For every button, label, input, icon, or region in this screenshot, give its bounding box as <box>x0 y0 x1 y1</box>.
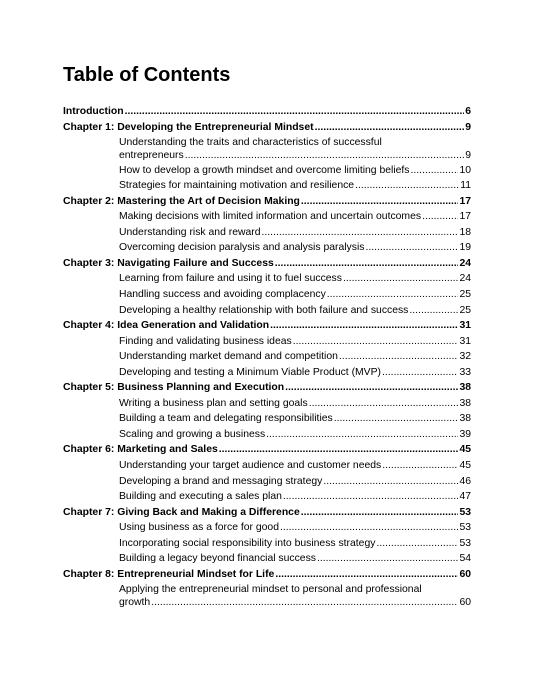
toc-entry-label: Understanding market demand and competition <box>119 351 338 363</box>
toc-entry-label: Chapter 5: Business Planning and Execution <box>63 382 285 394</box>
dot-leader <box>343 271 458 287</box>
dot-leader <box>293 334 459 350</box>
dot-leader <box>309 396 459 412</box>
toc-page-number: 17 <box>459 195 471 207</box>
toc-section-entry[interactable] <box>119 489 471 505</box>
toc-page-number: 39 <box>459 428 471 440</box>
dot-leader <box>411 163 459 179</box>
toc-chapter-entry[interactable] <box>63 194 471 210</box>
dot-leader <box>301 505 459 521</box>
toc-entry-label: Chapter 3: Navigating Failure and Success <box>63 257 274 269</box>
toc-section-entry[interactable] <box>119 287 471 303</box>
toc-section-entry[interactable] <box>119 349 471 365</box>
toc-page-number: 6 <box>465 106 471 117</box>
toc-entry-label: Learning from failure and using it to fuel success <box>119 273 342 285</box>
dot-leader <box>280 520 458 536</box>
toc-section-entry[interactable] <box>119 209 471 225</box>
toc-entry-label: Understanding risk and reward <box>119 226 261 238</box>
toc-entry-label: Introduction <box>63 106 124 117</box>
dot-leader <box>125 104 465 120</box>
toc-entry-label: Understanding your target audience and customer needs <box>119 459 382 471</box>
toc-entry-label: Chapter 6: Marketing and Sales <box>63 444 218 456</box>
toc-entry-label: How to develop a growth mindset and overcome limiting beliefs <box>119 164 410 176</box>
toc-page-number: 19 <box>459 242 471 254</box>
toc-entry-label: Using business as a force for good <box>119 522 279 534</box>
toc-chapter-entry[interactable] <box>63 505 471 521</box>
toc-section-entry[interactable] <box>119 365 471 381</box>
toc-entry-label-line1: Applying the entrepreneurial mindset to personal and professional <box>119 584 422 596</box>
dot-leader <box>339 349 459 365</box>
toc-entry-label: Handling success and avoiding complacency <box>119 288 326 300</box>
toc-section-entry[interactable] <box>119 536 471 552</box>
toc-entry-label: Strategies for maintaining motivation and resilience <box>119 180 355 192</box>
toc-section-entry[interactable] <box>119 271 471 287</box>
toc-page-number: 47 <box>459 491 471 503</box>
toc-section-entry[interactable] <box>119 411 471 427</box>
toc-entry-label: Developing and testing a Minimum Viable Product (MVP) <box>119 366 382 378</box>
toc-entry-label: Building a team and delegating responsibilities <box>119 413 333 425</box>
toc-chapter-entry[interactable] <box>63 120 471 136</box>
toc-section-entry[interactable] <box>119 520 471 536</box>
dot-leader <box>334 411 459 427</box>
toc-page-number: 24 <box>459 273 471 285</box>
toc-entry-label: Developing a brand and messaging strategy <box>119 475 323 487</box>
toc-page-number: 18 <box>459 226 471 238</box>
dot-leader <box>275 256 459 272</box>
toc-page-number: 9 <box>465 121 471 133</box>
toc-entry-label: Scaling and growing a business <box>119 428 266 440</box>
toc-section-entry[interactable] <box>119 178 471 194</box>
dot-leader <box>266 427 458 443</box>
toc-entry-label: Developing a healthy relationship with both failure and success <box>119 304 409 316</box>
toc-page-number: 46 <box>459 475 471 487</box>
toc-page-number: 25 <box>459 304 471 316</box>
dot-leader <box>317 551 458 567</box>
dot-leader <box>409 303 458 319</box>
dot-leader <box>365 240 458 256</box>
toc-section-entry[interactable] <box>119 240 471 256</box>
toc-page-number: 53 <box>459 537 471 549</box>
toc-section-entry[interactable] <box>119 582 471 610</box>
dot-leader <box>219 442 459 458</box>
table-of-contents <box>63 104 471 610</box>
dot-leader <box>315 120 465 136</box>
dot-leader <box>262 225 459 241</box>
dot-leader <box>376 536 458 552</box>
toc-entry-label: Finding and validating business ideas <box>119 335 292 347</box>
toc-entry-label: Chapter 2: Mastering the Art of Decision Making <box>63 195 300 207</box>
toc-page-number: 45 <box>459 444 471 456</box>
dot-leader <box>323 474 458 490</box>
toc-page-number: 60 <box>459 597 471 609</box>
dot-leader <box>270 318 458 334</box>
toc-page-number: 24 <box>459 257 471 269</box>
toc-chapter-entry[interactable] <box>63 256 471 272</box>
toc-page-number: 53 <box>459 522 471 534</box>
toc-entry-label: Incorporating social responsibility into business strategy <box>119 537 376 549</box>
toc-entry-label: Chapter 4: Idea Generation and Validation <box>63 320 270 332</box>
toc-section-entry[interactable] <box>119 474 471 490</box>
toc-page-number: 31 <box>459 320 471 332</box>
dot-leader <box>301 194 459 210</box>
toc-page-number: 38 <box>459 382 471 394</box>
dot-leader <box>285 380 458 396</box>
dot-leader <box>382 365 458 381</box>
toc-page-number: 33 <box>459 366 471 378</box>
toc-section-entry[interactable] <box>119 163 471 179</box>
toc-page-number: 38 <box>459 413 471 425</box>
page-title: Table of Contents <box>63 64 231 86</box>
toc-entry-label: Chapter 8: Entrepreneurial Mindset for Life <box>63 568 275 580</box>
toc-entry-label: Chapter 7: Giving Back and Making a Difference <box>63 506 300 518</box>
toc-entry-label: Writing a business plan and setting goals <box>119 397 308 409</box>
toc-entry-label: Making decisions with limited information and uncertain outcomes <box>119 211 422 223</box>
toc-page-number: 11 <box>460 180 471 192</box>
dot-leader <box>283 489 459 505</box>
toc-section-entry[interactable] <box>119 225 471 241</box>
dot-leader <box>422 209 458 225</box>
toc-chapter-entry[interactable] <box>63 380 471 396</box>
toc-page-number: 9 <box>465 150 471 162</box>
toc-page-number: 17 <box>459 211 471 223</box>
toc-entry-label: Overcoming decision paralysis and analysis paralysis <box>119 242 365 254</box>
toc-page-number: 54 <box>459 553 471 565</box>
toc-entry-label: Chapter 1: Developing the Entrepreneurial Mindset <box>63 121 314 133</box>
toc-section-entry[interactable] <box>119 427 471 443</box>
toc-entry-label-line2: entrepreneurs <box>119 150 184 162</box>
toc-page-number: 32 <box>459 351 471 363</box>
toc-section-entry[interactable] <box>119 551 471 567</box>
toc-page-number: 53 <box>459 506 471 518</box>
toc-section-entry[interactable] <box>119 396 471 412</box>
toc-page-number: 38 <box>459 397 471 409</box>
toc-entry-label: Building and executing a sales plan <box>119 491 282 503</box>
toc-page-number: 45 <box>459 459 471 471</box>
toc-chapter-entry[interactable] <box>63 567 471 583</box>
toc-chapter-entry[interactable] <box>63 318 471 334</box>
toc-section-entry[interactable] <box>119 334 471 350</box>
toc-entry-label-line1: Understanding the traits and characteristics of successful <box>119 137 382 149</box>
toc-chapter-entry[interactable] <box>63 442 471 458</box>
dot-leader <box>355 178 459 194</box>
toc-page-number: 31 <box>459 335 471 347</box>
toc-chapter-entry[interactable] <box>63 104 471 120</box>
toc-page-number: 25 <box>459 288 471 300</box>
toc-page-number: 60 <box>459 568 471 580</box>
toc-page-number: 10 <box>459 164 471 176</box>
dot-leader <box>382 458 458 474</box>
toc-section-entry[interactable] <box>119 303 471 319</box>
dot-leader <box>151 596 458 610</box>
toc-entry-label: Building a legacy beyond financial success <box>119 553 316 565</box>
toc-section-entry[interactable] <box>119 458 471 474</box>
dot-leader <box>185 149 465 163</box>
toc-entry-label-line2: growth <box>119 597 151 609</box>
dot-leader <box>275 567 458 583</box>
toc-section-entry[interactable] <box>119 135 471 163</box>
dot-leader <box>327 287 459 303</box>
